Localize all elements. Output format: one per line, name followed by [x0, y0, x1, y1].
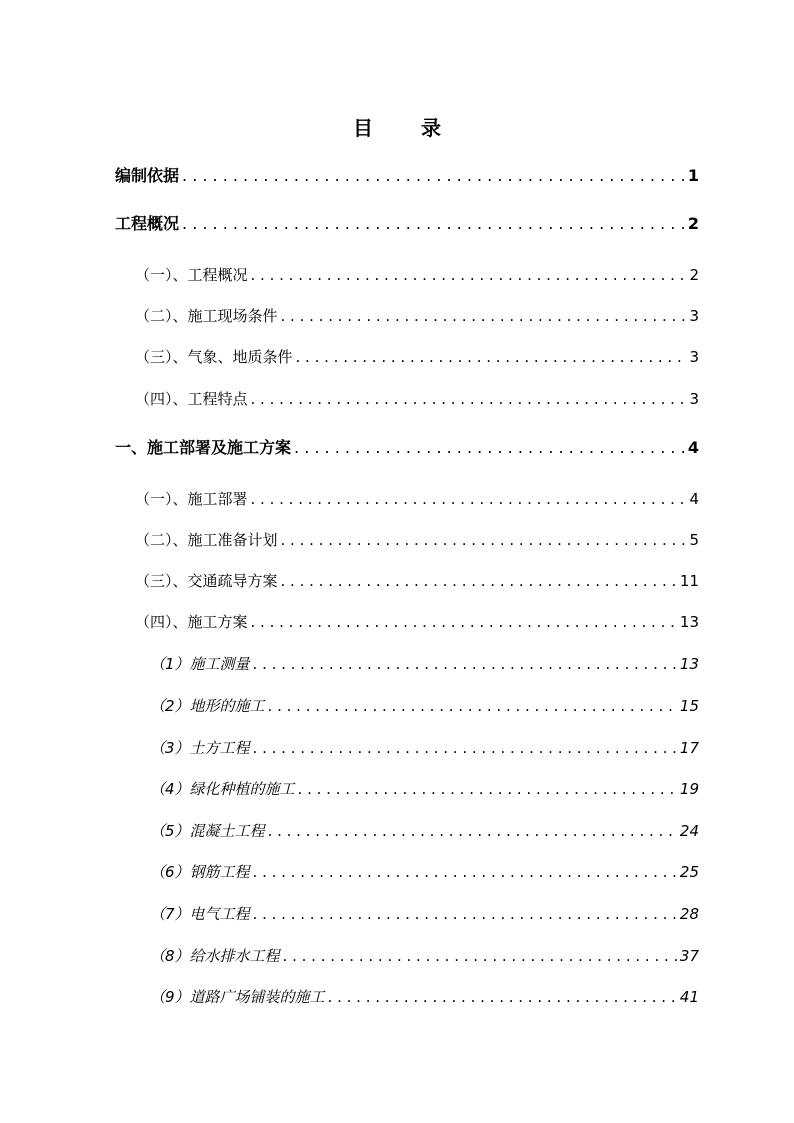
toc-entry-text: （三）、气象、地质条件 — [135, 348, 293, 366]
toc-entry-text: （一）、施工部署 — [135, 490, 248, 508]
toc-entry[interactable] — [135, 610, 699, 634]
toc-leader-dots — [251, 487, 687, 511]
toc-leader-dots — [268, 694, 677, 718]
toc-entry[interactable] — [150, 777, 699, 801]
toc-leader-dots — [283, 944, 677, 968]
toc-entry[interactable] — [150, 902, 699, 926]
toc-entry-page: 37 — [679, 947, 699, 965]
toc-entry-text: （二）、施工准备计划 — [135, 531, 278, 549]
toc-entry-text: （2）地形的施工 — [150, 697, 265, 715]
toc-entry[interactable] — [135, 345, 699, 369]
toc-entry[interactable] — [135, 487, 699, 511]
toc-entry-page: 11 — [679, 572, 699, 590]
toc-entry-text: （6）钢筋工程 — [150, 863, 250, 881]
toc-entry[interactable] — [150, 694, 699, 718]
toc-leader-dots — [296, 345, 687, 369]
toc-entry[interactable] — [115, 436, 699, 460]
toc-entry-text: （5）混凝土工程 — [150, 822, 265, 840]
toc-leader-dots — [281, 528, 687, 552]
toc-leader-dots — [251, 610, 677, 634]
toc-leader-dots — [251, 263, 687, 287]
toc-entry-text: （四）、施工方案 — [135, 613, 248, 631]
toc-entry-text: （一）、工程概况 — [135, 266, 248, 284]
toc-entry-page: 3 — [689, 348, 699, 366]
toc-entry-page: 1 — [687, 166, 699, 185]
toc-leader-dots — [253, 902, 677, 926]
toc-entry[interactable] — [115, 164, 699, 188]
toc-leader-dots — [253, 736, 677, 760]
toc-entry-page: 4 — [687, 438, 699, 457]
toc-entry-page: 28 — [679, 905, 699, 923]
toc-entry-page: 3 — [689, 307, 699, 325]
toc-entry-text: （1）施工测量 — [150, 655, 250, 673]
toc-entry-page: 17 — [679, 739, 699, 757]
toc-entry[interactable] — [115, 212, 699, 236]
toc-entry-page: 13 — [679, 655, 699, 673]
toc-entry-page: 5 — [689, 531, 699, 549]
toc-entry-page: 4 — [689, 490, 699, 508]
toc-entry-page: 2 — [687, 214, 699, 233]
toc-entry[interactable] — [150, 652, 699, 676]
toc-entry-text: （三）、交通疏导方案 — [135, 572, 278, 590]
toc-leader-dots — [281, 569, 677, 593]
toc-entry-page: 25 — [679, 863, 699, 881]
toc-entry[interactable] — [150, 819, 699, 843]
toc-entry-text: （9）道路广场铺装的施工 — [150, 988, 325, 1006]
toc-entry-number: 一、 — [115, 438, 148, 457]
toc-entry[interactable] — [150, 860, 699, 884]
toc-entry[interactable] — [150, 944, 699, 968]
toc-entry-page: 3 — [689, 390, 699, 408]
toc-entry-text: （3）土方工程 — [150, 739, 250, 757]
toc-entry-page: 24 — [679, 822, 699, 840]
toc-entry[interactable] — [135, 263, 699, 287]
toc-entry[interactable] — [135, 528, 699, 552]
toc-entry[interactable] — [150, 985, 699, 1009]
toc-entry[interactable] — [135, 387, 699, 411]
toc-entry-text: （7）电气工程 — [150, 905, 250, 923]
toc-entry-page: 19 — [679, 780, 699, 798]
toc-entry-text: （4）绿化种植的施工 — [150, 780, 295, 798]
toc-entry-page: 2 — [689, 266, 699, 284]
toc-entry[interactable] — [135, 304, 699, 328]
toc-leader-dots — [182, 164, 685, 188]
toc-leader-dots — [281, 304, 687, 328]
toc-leader-dots — [253, 860, 677, 884]
toc-entry[interactable] — [150, 736, 699, 760]
toc-entry-text: （8）给水排水工程 — [150, 947, 280, 965]
toc-leader-dots — [294, 436, 685, 460]
toc-leader-dots — [251, 387, 687, 411]
toc-entry-text: 工程概况 — [115, 214, 180, 233]
toc-entry-text: （二）、施工现场条件 — [135, 307, 278, 325]
toc-leader-dots — [253, 652, 677, 676]
toc-leader-dots — [298, 777, 677, 801]
toc-leader-dots — [328, 985, 677, 1009]
toc-title: 目 录 — [353, 116, 455, 140]
toc-leader-dots — [268, 819, 677, 843]
toc-entry-text: （四）、工程特点 — [135, 390, 248, 408]
toc-entry-page: 15 — [679, 697, 699, 715]
toc-entry-text: 编制依据 — [115, 166, 180, 185]
toc-entry-page: 13 — [679, 613, 699, 631]
toc-leader-dots — [182, 212, 685, 236]
toc-entry[interactable] — [135, 569, 699, 593]
toc-entry-page: 41 — [679, 988, 699, 1006]
toc-entry-text: 施工部署及施工方案 — [147, 438, 292, 457]
